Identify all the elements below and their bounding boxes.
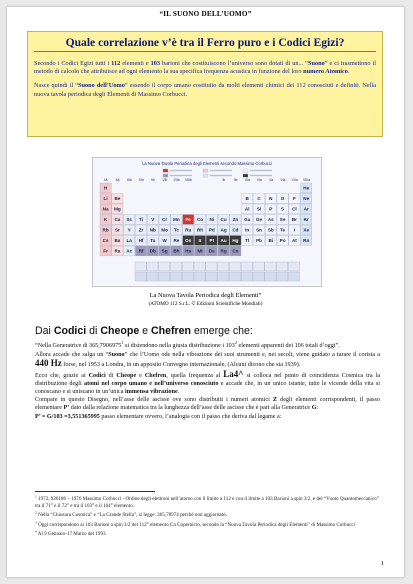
element-symbol: Rg — [220, 248, 227, 254]
element-symbol: O — [280, 196, 285, 202]
legend-swatch — [163, 174, 168, 177]
element-symbol: Os — [185, 238, 192, 244]
document-page — [7, 7, 404, 577]
body-paragraph-1: “Nella Generatrice di 365,7906975$^1$ si distendono nella giusta distribuzione i $103^2$ elementi apparenti dei 106 totali d’oggi”. — [35, 340, 340, 350]
series-cell — [147, 262, 158, 271]
element-symbol: Ds — [208, 248, 215, 254]
periodic-table-image — [92, 157, 322, 287]
element-symbol: Sc — [126, 217, 133, 223]
section-heading: Dai Codici di Cheope e Chefren emerge che: — [35, 325, 253, 337]
element-symbol: Au — [220, 238, 227, 244]
document-title: “IL SUONO DELL’UOMO” — [159, 10, 252, 18]
legend-swatch — [243, 169, 248, 172]
element-symbol: Sb — [267, 227, 274, 233]
element-symbol: Ta — [150, 238, 156, 244]
legend-swatch — [203, 169, 208, 172]
element-symbol: As — [267, 217, 274, 223]
element-symbol: Cd — [232, 227, 239, 233]
element-symbol: F — [292, 196, 296, 202]
element-symbol: K — [103, 217, 108, 223]
body-paragraph-5: P’ = G/103 =3,551365995 passo elementare ovvero, l’analogia con il passo che deriva dal legame a: — [35, 414, 282, 421]
group-label: Vb — [151, 178, 156, 182]
legend-text-line — [210, 175, 232, 176]
series-cell — [218, 262, 229, 271]
element-symbol: B — [245, 196, 249, 202]
element-symbol: Be — [114, 196, 121, 202]
series-cell — [206, 262, 217, 271]
series-cell — [147, 272, 158, 281]
element-symbol: Ac — [126, 248, 133, 254]
legend-text-line — [250, 175, 272, 176]
group-label: Va — [269, 178, 274, 182]
series-cell — [206, 272, 217, 281]
group-label: IIA — [115, 178, 120, 182]
element-symbol: Zn — [232, 217, 239, 223]
series-cell — [288, 272, 299, 281]
group-label: IIIa — [245, 178, 250, 182]
legend-swatch — [203, 174, 208, 177]
footnotes — [35, 496, 380, 541]
intro-heading: Quale correlazione v’è tra il Ferro puro e i Codici Egizi? — [34, 36, 376, 52]
element-symbol: Na — [102, 206, 109, 212]
element-symbol: Mt — [197, 248, 203, 254]
element-symbol: Pb — [256, 238, 262, 244]
element-symbol: Sr — [114, 227, 120, 233]
page-number: 1 — [380, 560, 384, 567]
series-cell — [277, 272, 288, 281]
caption-line-1: La Nuova Tavola Periodica degli Elementi” — [149, 292, 262, 299]
legend-text-line — [170, 175, 192, 176]
element-symbol: Ga — [244, 217, 251, 223]
element-symbol: Hf — [138, 238, 144, 244]
legend-text-line — [210, 170, 232, 171]
element-symbol: Mo — [161, 227, 168, 233]
legend-swatch — [243, 174, 248, 177]
element-symbol: Re — [173, 238, 180, 244]
series-cell — [218, 272, 229, 281]
series-cell — [135, 272, 146, 281]
series-cell — [265, 272, 276, 281]
group-label: VIIb — [173, 178, 180, 182]
series-cell — [135, 262, 146, 271]
group-label: VIb — [162, 178, 168, 182]
element-symbol: Rh — [196, 227, 204, 233]
element-symbol: I — [293, 227, 296, 233]
element-symbol: Hg — [232, 238, 239, 244]
element-symbol: S — [281, 206, 285, 212]
element-symbol: Xe — [303, 227, 310, 233]
series-cell — [241, 272, 252, 281]
series-cell — [241, 262, 252, 271]
element-symbol: W — [162, 238, 167, 244]
group-label: IIb — [233, 178, 238, 182]
element-symbol: P — [269, 206, 273, 212]
group-label: Ib — [222, 178, 226, 182]
element-symbol: Ne — [303, 196, 310, 202]
element-symbol: Cu — [220, 217, 227, 223]
group-label: IA — [104, 178, 108, 182]
element-symbol: Co — [196, 217, 204, 223]
element-symbol: N — [269, 196, 273, 202]
figure-caption — [7, 292, 404, 308]
element-symbol: Bh — [173, 248, 180, 254]
series-cell — [159, 262, 170, 271]
series-cell — [194, 262, 205, 271]
element-symbol: Nb — [149, 227, 156, 233]
series-cell — [159, 272, 170, 281]
series-cell — [170, 272, 181, 281]
element-symbol: Ag — [220, 227, 227, 233]
element-symbol: Fr — [103, 248, 108, 254]
legend-text-line — [170, 170, 192, 171]
element-symbol: Se — [279, 217, 286, 223]
element-symbol: Ni — [209, 217, 215, 223]
series-cell — [229, 262, 240, 271]
element-symbol: Rf — [138, 248, 144, 254]
footnote-3: $^3$ Oggi corrispondono ai 103 Barioni a spin 3/2 del 112° elemento Cn Copernicio, secondo la “Nuova Tavola Periodica degli Elementi” di Massimo Corbucci — [35, 520, 356, 528]
element-symbol: Tl — [245, 238, 250, 244]
body-text — [35, 340, 380, 423]
series-cell — [277, 262, 288, 271]
series-cell — [288, 262, 299, 271]
element-symbol: Sg — [161, 248, 168, 254]
element-symbol: La — [126, 238, 132, 244]
element-symbol: Mn — [173, 217, 180, 223]
footnote-2: $^2$ Nella “Chiusura Cosmica” e “La Grande Stella”, si legge: 365,78974 perché non aggiornato. — [35, 510, 227, 519]
element-symbol: H — [103, 185, 108, 191]
element-symbol: Ti — [139, 217, 143, 223]
series-cell — [253, 272, 264, 281]
element-symbol: Ba — [114, 238, 121, 244]
element-symbol: Db — [149, 248, 156, 254]
element-symbol: Al — [244, 206, 250, 212]
element-symbol: Ru — [185, 227, 192, 233]
footnote-4: $^4$ Al 9 Gennaio-17 Marzo del 1993. — [35, 529, 107, 538]
element-symbol: Cl — [292, 206, 297, 212]
group-label: VIIa — [291, 178, 298, 182]
footnote-1: $^1$ 1972, 920186 – 1976 Massimo Corbucci - Ordine degli elettroni nell’atomo con il limite a 112 e con il limite a 103 Barioni a spin 3/2, e del “Vuoto Quantomeccanico” tra il 71° e il 72° e tra il 103° e il 104° elemento. — [35, 494, 379, 509]
element-symbol: Cn — [232, 248, 239, 254]
group-label: VIIIa — [303, 178, 310, 182]
body-paragraph-2: Allora accade che salga un “Suono” che l’Uomo ode nella vibrazione dei suoi strumenti e, nei secoli, viene guidato a tarare il corista a 440 Hz forse, nel 1953 a Londra, in un apposito Convegno internazionale, (Alcuni dicono che sia 1939). — [35, 351, 380, 368]
series-cell — [194, 272, 205, 281]
element-symbol: Rb — [102, 227, 109, 233]
series-cell — [253, 262, 264, 271]
series-cell — [229, 272, 240, 281]
element-symbol: Zr — [138, 227, 144, 233]
element-symbol: Si — [256, 206, 262, 212]
element-symbol: Bi — [268, 238, 274, 244]
element-symbol: Kr — [303, 217, 309, 223]
element-symbol: Y — [127, 227, 131, 233]
group-label: VIa — [280, 178, 286, 182]
footnote-divider — [35, 491, 155, 492]
periodic-table-title: La Nuova Tavola Periodica degli Elementi secondo Massimo Corbucci — [142, 161, 272, 166]
element-symbol: Cr — [162, 217, 168, 223]
element-symbol: Mg — [114, 206, 121, 212]
intro-paragraph-1: Secondo i Codici Egizi tutti i 112 elementi e 103 barioni che costituiscono l’universo sono dotati di un... “Suono” e ci trasmettono il metodo di calcolo che attribuisce ad ogni elemento la sua specifica frequenza acustica in funzione del loro numero Atomico. — [34, 60, 376, 76]
element-symbol: Rn — [303, 238, 310, 244]
element-symbol: Sn — [256, 227, 262, 233]
periodic-table-graphic — [93, 158, 321, 286]
element-symbol: He — [303, 185, 310, 191]
group-label: IVb — [138, 178, 144, 182]
element-symbol: At — [291, 238, 297, 244]
element-symbol: Cs — [102, 238, 109, 244]
element-symbol: Po — [279, 238, 286, 244]
body-paragraph-4: Compare in questo Disegno, nell’asse delle ascisse ove sono distribuiti i numeri atomici Z degli elementi corrispondenti, il passo elementare P’ dato dalla relazione matematica tra la lunghezza dell’asse delle ascisse che è pari alla Generatrice G: — [35, 397, 380, 412]
element-symbol: In — [245, 227, 250, 233]
caption-line-2: (ATOMO 112 S.r.L. © Edizioni Scientifiche Mondiali) — [148, 301, 263, 307]
series-cell — [182, 272, 193, 281]
body-paragraph-3: Ecco che, grazie ai Codici di Cheope e Chefren, quella frequenza al La4^ si colloca nel punto di coincidenza Cosmica tra la distribuzione degli atomi nel corpo umano e nell’universo conosciuto e accade che, in un unico istante, tutte le vicende della vita si conoscano e si uniscano in un’unica immensa vibrazione. — [35, 368, 380, 395]
element-symbol: V — [151, 217, 155, 223]
legend-text-line — [250, 170, 272, 171]
group-label: IIIb — [127, 178, 132, 182]
series-cell — [170, 262, 181, 271]
intro-box — [27, 31, 383, 137]
element-symbol: Ge — [255, 217, 263, 223]
element-symbol: Pd — [208, 227, 215, 233]
intro-paragraph-2: Nasce quindi il “Suono dell’Uomo” essendo il corpo umano costituito da molti elementi chimici dei 112 conosciuti e definiti. Nella nuova tavola periodica degli Elementi di Massimo Corbucci. — [34, 82, 376, 98]
element-symbol: Br — [291, 217, 297, 223]
element-symbol: Te — [280, 227, 286, 233]
element-symbol: Tc — [173, 227, 179, 233]
series-cell — [182, 262, 193, 271]
element-symbol: Ir — [198, 238, 202, 244]
series-cell — [265, 262, 276, 271]
element-symbol: Hs — [185, 248, 192, 254]
group-label: IVa — [256, 178, 262, 182]
element-symbol: Fe — [185, 217, 191, 223]
element-symbol: Ra — [114, 248, 121, 254]
group-label: VIIIb — [185, 178, 192, 182]
legend-swatch — [163, 169, 168, 172]
element-symbol: C — [257, 196, 261, 202]
element-symbol: Ar — [303, 206, 309, 212]
element-symbol: Ca — [114, 217, 121, 223]
element-symbol: Li — [103, 196, 108, 202]
element-symbol: Pt — [209, 238, 215, 244]
